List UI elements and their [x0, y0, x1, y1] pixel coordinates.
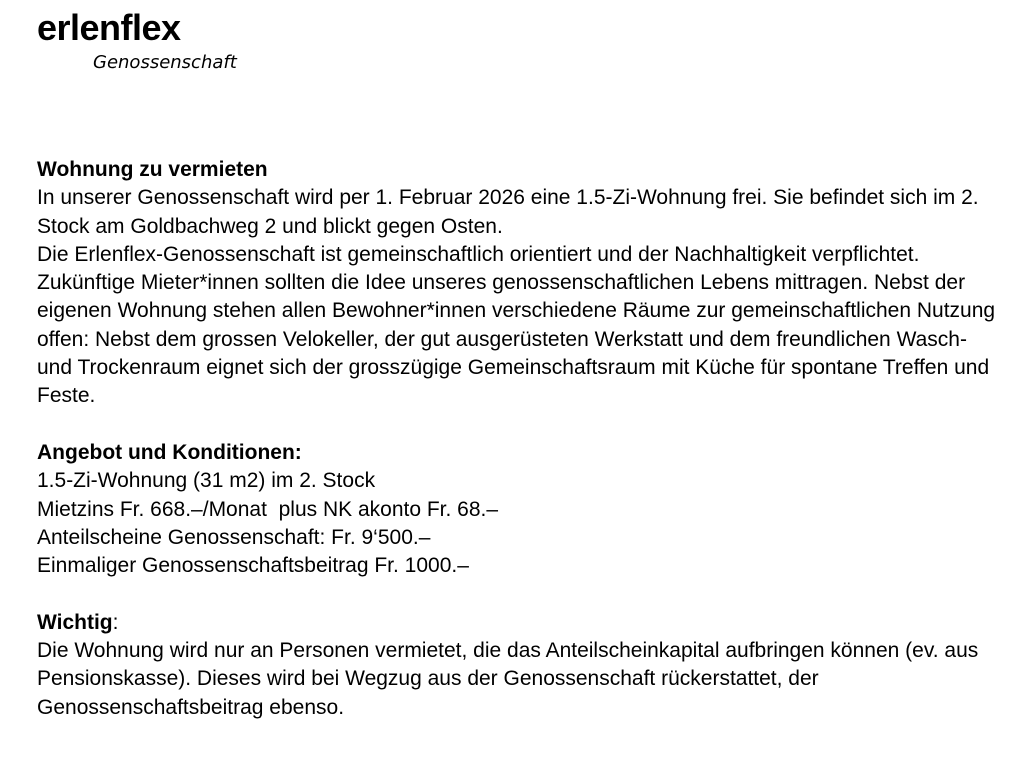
condition-line-shares: Anteilscheine Genossenschaft: Fr. 9‘500.– [37, 525, 431, 549]
listing-heading: Wohnung zu vermieten [37, 158, 268, 181]
condition-line-rent: Mietzins Fr. 668.–/Monat plus NK akonto Fr. 68.– [37, 497, 499, 521]
important-paragraph: Die Wohnung wird nur an Personen vermietet, die das Anteilscheinkapital aufbringen können (ev. aus Pensionskasse). Dieses wird bei Wegzug aus der Genossenschaft rückerstattet, der Genossenschaftsbeitrag ebenso. [37, 639, 979, 719]
logo-subtitle: Genossenschaft [93, 52, 237, 73]
listing-content [37, 156, 997, 722]
important-heading-line [37, 609, 997, 637]
spacer [37, 411, 997, 439]
logo [37, 8, 237, 74]
important-heading: Wichtig [37, 610, 113, 634]
condition-line-fee: Einmaliger Genossenschaftsbeitrag Fr. 1000.– [37, 554, 469, 578]
intro-paragraph: In unserer Genossenschaft wird per 1. Februar 2026 eine 1.5-Zi-Wohnung frei. Sie befindet sich im 2. Stock am Goldbachweg 2 und blickt gegen Osten. [37, 186, 979, 238]
condition-line-apartment: 1.5-Zi-Wohnung (31 m2) im 2. Stock [37, 469, 376, 493]
spacer [37, 580, 997, 608]
conditions-heading: Angebot und Konditionen: [37, 440, 302, 464]
community-paragraph: Die Erlenflex-Genossenschaft ist gemeinschaftlich orientiert und der Nachhaltigkeit verpflichtet. Zukünftige Mieter*innen sollten die Idee unseres genossenschaftlichen Lebens mittragen. Nebst der eigenen Wohnung stehen allen Bewohner*innen verschiedene Räume zur gemeinschaftlichen Nutzung offen: Nebst dem grossen Velokeller, der gut ausgerüsteten Werkstatt und dem freundlichen Wasch- und Trockenraum eignet sich der grosszügige Gemeinschaftsraum mit Küche für spontane Treffen und Feste. [37, 242, 996, 408]
logo-name: erlenflex [37, 7, 181, 48]
important-heading-colon: : [112, 610, 119, 634]
